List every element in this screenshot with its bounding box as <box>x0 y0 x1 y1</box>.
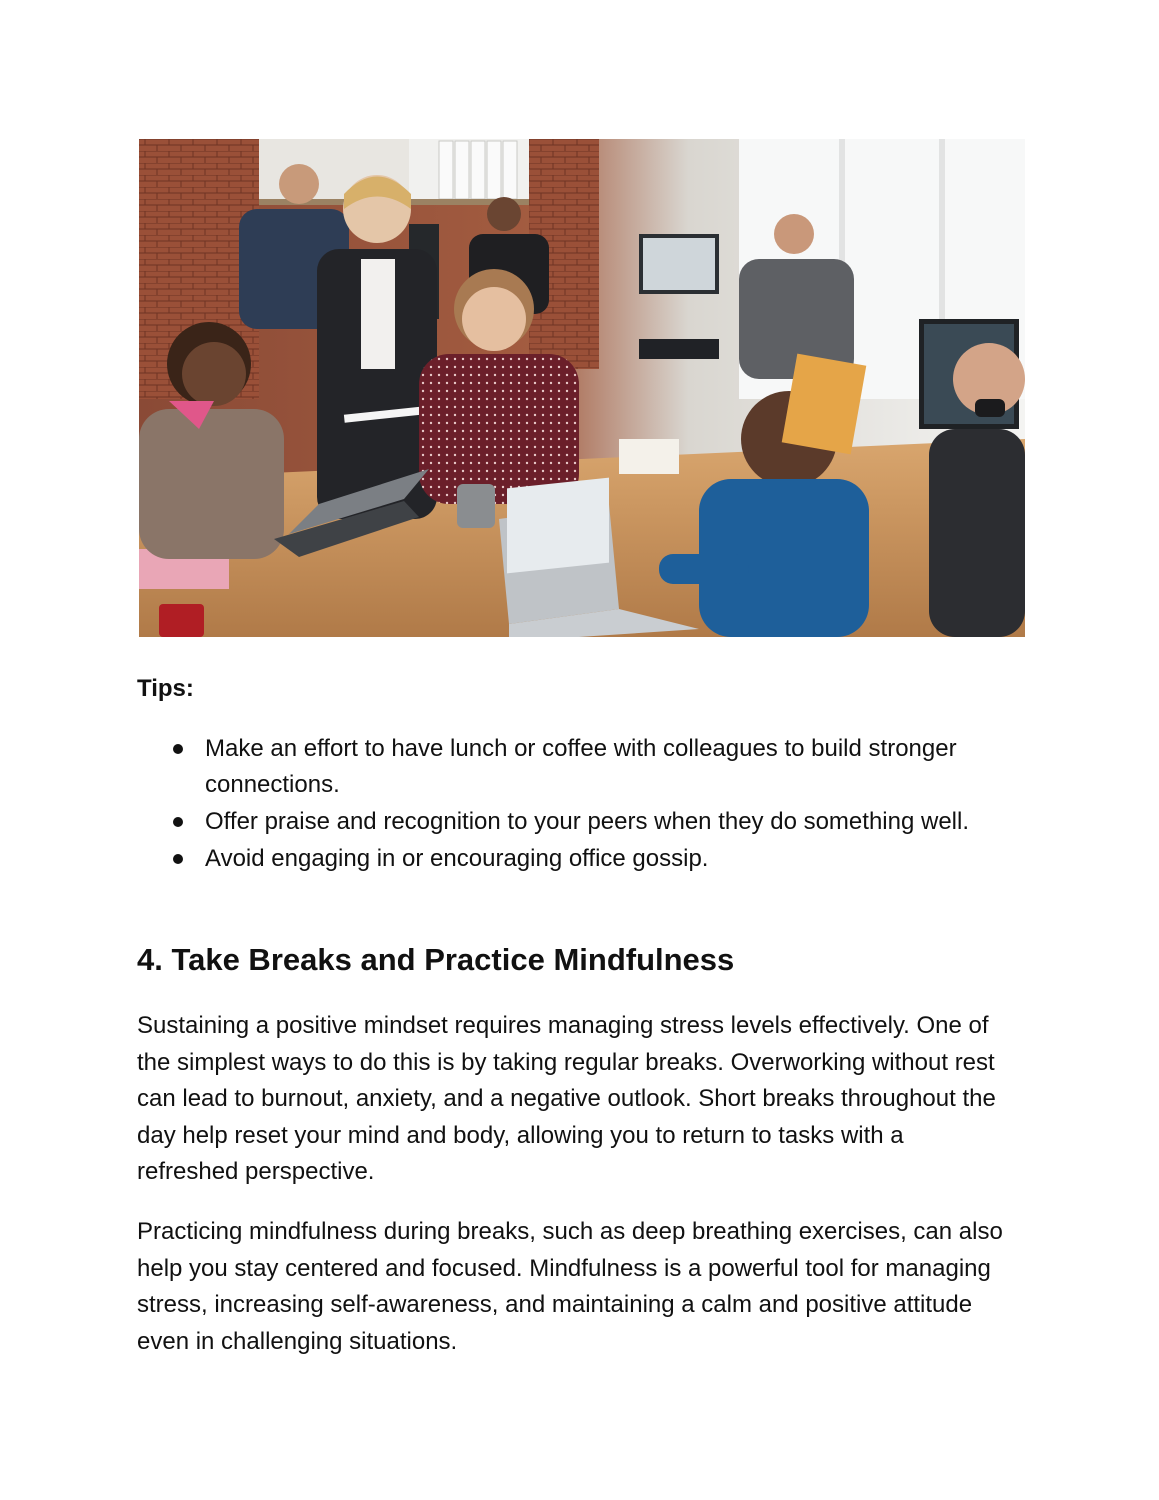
tips-heading: Tips: <box>137 675 194 702</box>
tips-list <box>137 731 1007 878</box>
tip-text: Avoid engaging in or encouraging office gossip. <box>205 845 709 872</box>
bullet-icon <box>173 854 183 864</box>
tip-text: Offer praise and recognition to your peers when they do something well. <box>205 808 969 835</box>
section-paragraph: Practicing mindfulness during breaks, such as deep breathing exercises, can also help you stay centered and focused. Mindfulness is a powerful tool for managing stress, increasing self-awareness, and maintaining a calm and positive attitude even in challenging situations. <box>137 1218 1003 1355</box>
section-paragraph: Sustaining a positive mindset requires managing stress levels effectively. One of the simplest ways to do this is by taking regular breaks. Overworking without rest can lead to burnout, anxiety, and a negative outlook. Short breaks throughout the day help reset your mind and body, allowing you to return to tasks with a refreshed perspective. <box>137 1012 996 1185</box>
office-team-photo <box>139 139 1025 637</box>
section-heading: 4. Take Breaks and Practice Mindfulness <box>137 942 735 977</box>
tip-text: Make an effort to have lunch or coffee with colleagues to build stronger connections. <box>205 735 957 798</box>
list-item <box>137 841 1007 877</box>
list-item <box>137 731 1007 803</box>
bullet-icon <box>173 744 183 754</box>
bullet-icon <box>173 817 183 827</box>
list-item <box>137 804 1007 840</box>
